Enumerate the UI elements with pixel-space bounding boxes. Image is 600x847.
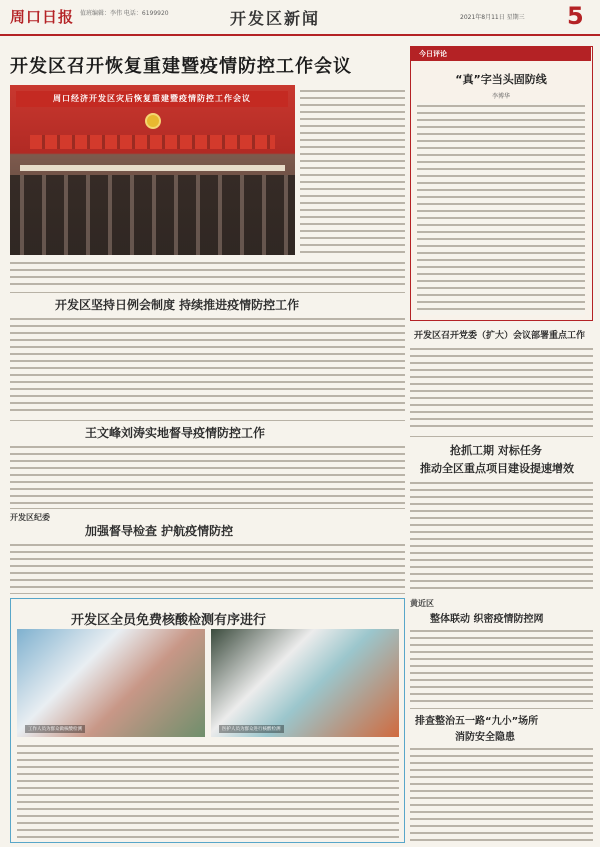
photo-caption-left: 工作人员为群众做核酸检测	[25, 725, 85, 733]
editorial-header: 今日评论	[411, 47, 591, 61]
right-headline-construction-2: 推动全区重点项目建设提速增效	[420, 462, 574, 475]
divider	[10, 420, 405, 421]
editorial-body	[417, 103, 585, 315]
party-emblem-icon	[145, 113, 161, 129]
right-article-body-party-meeting	[410, 346, 593, 432]
right-headline-construction-1: 抢抓工期 对标任务	[450, 444, 542, 457]
editor-info: 值班编辑：李伟 电话：6199920	[80, 10, 169, 17]
right-headline-fire-safety-1: 排查整治五一路“九小”场所	[415, 716, 539, 727]
photo-caption-right: 医护人员为群众进行核酸检测	[219, 725, 284, 733]
article-headline-supervision: 加强督导检查 护航疫情防控	[85, 524, 234, 538]
issue-date: 2021年8月11日 星期三	[460, 14, 525, 21]
newspaper-logo: 周口日报	[10, 8, 75, 26]
meeting-banner: 周口经济开发区灾后恢复重建暨疫情防控工作会议	[16, 91, 288, 107]
right-headline-party-meeting: 开发区召开党委（扩大）会议部署重点工作	[414, 331, 586, 341]
testing-photo-left	[17, 629, 205, 737]
special-article-body	[17, 743, 399, 839]
divider	[10, 508, 405, 509]
page-number: 5	[567, 2, 584, 30]
meeting-photo	[10, 85, 295, 255]
right-headline-joint-action: 整体联动 织密疫情防控网	[430, 614, 544, 625]
main-article-body-right	[300, 88, 405, 256]
right-article-body-joint-action	[410, 628, 593, 704]
main-headline: 开发区召开恢复重建暨疫情防控工作会议	[10, 56, 352, 77]
divider	[410, 708, 593, 709]
masthead	[0, 0, 600, 36]
right-article-body-construction	[410, 480, 593, 592]
editorial-author: 李博华	[491, 93, 510, 100]
editorial-box	[410, 46, 593, 321]
right-column-tag: 黄近区	[410, 599, 434, 608]
article-body-supervision	[10, 542, 405, 594]
divider	[410, 436, 593, 437]
main-article-body-bottom	[10, 260, 405, 290]
right-headline-fire-safety-2: 消防安全隐患	[455, 732, 515, 743]
editorial-title: “真”字当头固防线	[455, 73, 547, 86]
article-body-inspection	[10, 444, 405, 506]
article-body-daily-meeting	[10, 316, 405, 416]
divider	[10, 292, 405, 293]
right-article-body-fire-safety	[410, 746, 593, 842]
article-headline-inspection: 王文峰刘涛实地督导疫情防控工作	[85, 426, 266, 440]
audience	[10, 175, 295, 255]
flag-row	[30, 135, 275, 149]
special-headline: 开发区全员免费核酸检测有序进行	[71, 613, 267, 628]
special-report-box	[10, 598, 405, 843]
testing-photo-right	[211, 629, 399, 737]
column-tag: 开发区纪委	[10, 513, 50, 522]
article-headline-daily-meeting: 开发区坚持日例会制度 持续推进疫情防控工作	[55, 298, 300, 312]
section-title: 开发区新闻	[230, 9, 321, 28]
podium-table	[20, 165, 285, 171]
